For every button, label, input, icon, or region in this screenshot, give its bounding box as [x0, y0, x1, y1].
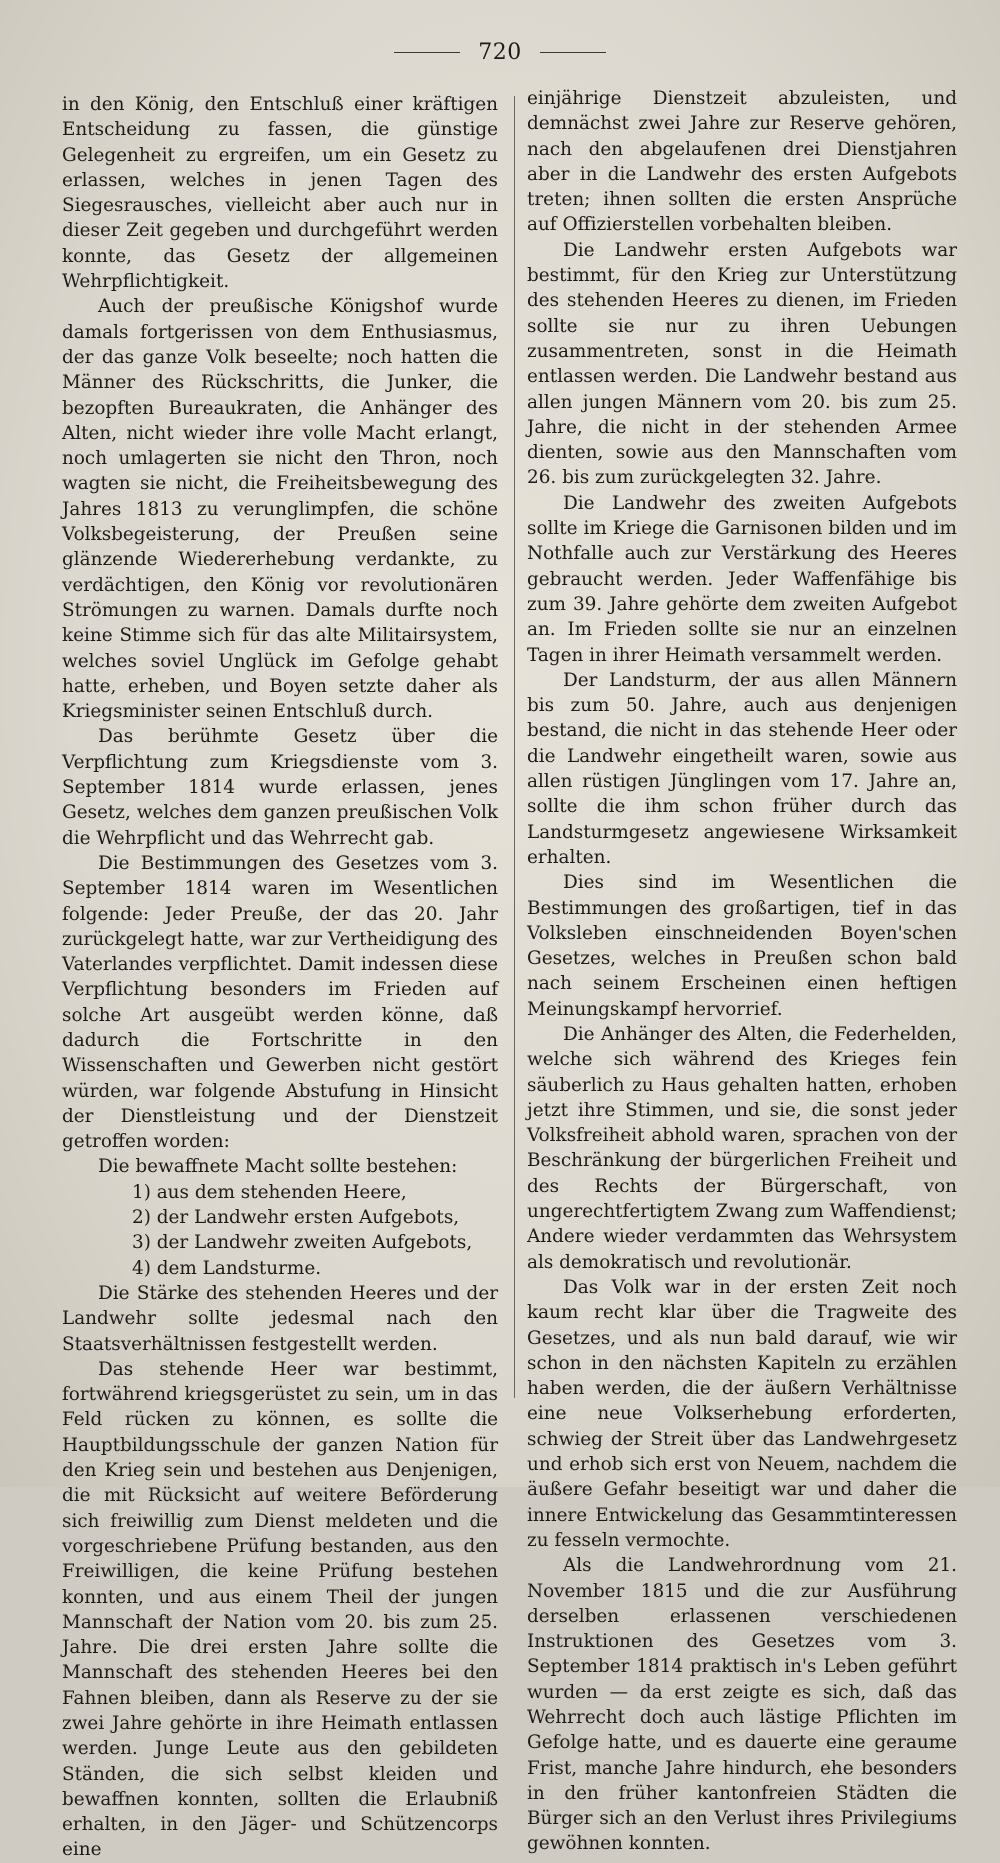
paragraph: Als die Landwehrordnung vom 21. November 1815 und die zur Ausführung derselben erlassenen verschiedenen Instruktionen des Gesetzes vom 3. September 1814 praktisch in's Leben geführt wurden — da erst zeigte es sich, daß das Wehrrecht doch auch lästige Pflichten im Gefolge hatte, und es dauerte eine geraume Frist, manche Jahre hindurch, ehe besonders in den früher kantonfreien Städten die Bürger sich an den Verlust ihres Privilegiums gewöhnen konnten. — [527, 1555, 957, 1855]
paragraph: Das stehende Heer war bestimmt, fortwährend kriegsgerüstet zu sein, um in das Feld rücken zu können, es sollte die Hauptbildungsschule der ganzen Nation für den Krieg sein und bestehen aus Denjenigen, die mit Rücksicht auf weitere Beförderung sich freiwillig zum Dienst meldeten und die vorgeschriebene Prüfung bestanden, aus den Freiwilligen, die keine Prüfung bestehen konnten, und aus einem Theil der jungen Mannschaft der Nation vom 20. bis zum 25. Jahre. Die drei ersten Jahre sollte die Mannschaft des stehenden Heeres bei den Fahnen bleiben, dann als Reserve zu der sie zwei Jahre gehörte in ihre Heimath entlassen werden. Junge Leute aus den gebildeten Ständen, die sich selbst kleiden und bewaffnen konnten, sollten die Erlaubniß erhalten, in den Jäger- und Schützencorps eine — [62, 1358, 498, 1861]
list-item: 3) der Landwehr zweiten Aufgebots, — [132, 1232, 473, 1254]
header-rule-left — [394, 52, 460, 53]
paragraph: Dies sind im Wesentlichen die Bestimmungen des großartigen, tief in das Volksleben einschneidenden Boyen'schen Gesetzes, welches in Preußen schon bald nach seinem Erscheinen einen heftigen Meinungskampf hervorrief. — [527, 872, 957, 1020]
paragraph: in den König, den Entschluß einer kräftigen Entscheidung zu fassen, die günstige Gelegenheit zu ergreifen, um ein Gesetz zu erlassen, welches in jenen Tagen des Siegesrausches, vielleicht aber auch nur in dieser Zeit gegeben und durchgeführt werden konnte, das Gesetz der allgemeinen Wehrpflichtigkeit. — [62, 94, 498, 293]
column-divider — [514, 96, 515, 1398]
page-header — [0, 40, 1000, 65]
left-column — [62, 92, 498, 1863]
right-column — [527, 86, 957, 1857]
header-rule-right — [540, 52, 606, 53]
paragraph: Das Volk war in der ersten Zeit noch kaum recht klar über die Tragweite des Gesetzes, und als nun bald darauf, wie wir schon in den nächsten Kapiteln zu erzählen haben werden, die der äußern Verhältnisse eine neue Volkserhebung erforderten, schwieg der Streit über das Landwehrgesetz und erhob sich erst von Neuem, nachdem die äußere Gefahr beseitigt war und daher die innere Entwickelung das Gesammtinteressen zu fesseln vermochte. — [527, 1276, 957, 1551]
paragraph: Die Landwehr ersten Aufgebots war bestimmt, für den Krieg zur Unterstützung des stehenden Heeres zu dienen, im Frieden sollte sie nur zu ihren Uebungen zusammentreten, sonst in die Heimath entlassen werden. Die Landwehr bestand aus allen jungen Männern vom 20. bis zum 25. Jahre, die nicht in der stehenden Armee dienten, sowie aus den Mannschaften vom 26. bis zum zurückgelegten 32. Jahre. — [527, 239, 957, 489]
paragraph: Die Bestimmungen des Gesetzes vom 3. September 1814 waren im Wesentlichen folgende: Jeder Preuße, der das 20. Jahr zurückgelegt hatte, war zur Vertheidigung des Vaterlandes verpflichtet. Damit indessen diese Verpflichtung besonders im Frieden auf solche Art ausgeübt werden könne, daß dadurch die Fortschritte in den Wissenschaften und Gewerben nicht gestört würden, war folgende Abstufung in Hinsicht der Dienstleistung und der Dienstzeit getroffen worden: — [62, 852, 498, 1153]
list-intro: Die bewaffnete Macht sollte bestehen: — [98, 1156, 458, 1178]
list-item: 1) aus dem stehenden Heere, — [132, 1181, 407, 1203]
paragraph: Die Stärke des stehenden Heeres und der Landwehr sollte jedesmal nach den Staatsverhältnissen festgestellt werden. — [62, 1282, 498, 1355]
paragraph: Die Anhänger des Alten, die Federhelden, welche sich während des Krieges fein säuberlich zu Haus gehalten hatten, erhoben jetzt ihre Stimmen, und sie, die sonst jeder Volksfreiheit abhold waren, sprachen von der Beschränkung der bürgerlichen Freiheit und des Rechts der Bürgerschaft, von ungerechtfertigtem Zwang zum Waffendienst; Andere wieder verdammten das Wehrsystem als demokratisch und revolutionär. — [527, 1023, 957, 1273]
paragraph: Das berühmte Gesetz über die Verpflichtung zum Kriegsdienste vom 3. September 1814 wurde erlassen, jenes Gesetz, welches dem ganzen preußischen Volk die Wehrpflicht und das Wehrrecht gab. — [62, 726, 498, 849]
paragraph: einjährige Dienstzeit abzuleisten, und demnächst zwei Jahre zur Reserve gehören, nach den abgelaufenen drei Dienstjahren aber in die Landwehr des ersten Aufgebots treten; ihnen sollten die ersten Ansprüche auf Offizierstellen vorbehalten bleiben. — [527, 88, 957, 236]
page-number: 720 — [478, 40, 522, 65]
paragraph: Auch der preußische Königshof wurde damals fortgerissen von dem Enthusiasmus, der das ganze Volk beseelte; noch hatten die Männer des Rückschritts, die Junker, die bezopften Bureaukraten, die Anhänger des Alten, nicht wieder ihre volle Macht erlangt, noch umlagerten sie nicht den Thron, noch wagten sie nicht, die Freiheitsbewegung des Jahres 1813 zu verunglimpfen, die schöne Volksbegeisterung, der Preußen seine glänzende Wiedererhebung verdankte, zu verdächtigen, den König vor revolutionären Strömungen zu warnen. Damals durfte noch keine Stimme sich für das alte Militairsystem, welches soviel Unglück im Gefolge gehabt hatte, erheben, und Boyen setzte daher als Kriegsminister seinen Entschluß durch. — [62, 296, 498, 723]
list-item: 4) dem Landsturme. — [132, 1257, 322, 1279]
paragraph: Der Landsturm, der aus allen Männern bis zum 50. Jahre, auch aus denjenigen bestand, die nicht in das stehende Heer oder die Landwehr eingetheilt waren, sowie aus allen rüstigen Jünglingen vom 17. Jahre an, sollte die ihm schon früher durch das Landsturmgesetz angewiesene Wirksamkeit erhalten. — [527, 669, 957, 868]
paragraph: Die Landwehr des zweiten Aufgebots sollte im Kriege die Garnisonen bilden und im Nothfalle auch zur Verstärkung des Heeres gebraucht werden. Jeder Waffenfähige bis zum 39. Jahre gehörte dem zweiten Aufgebot an. Im Frieden sollte sie nur an einzelnen Tagen in ihrer Heimath versammelt werden. — [527, 492, 957, 666]
list-item: 2) der Landwehr ersten Aufgebots, — [132, 1207, 460, 1229]
